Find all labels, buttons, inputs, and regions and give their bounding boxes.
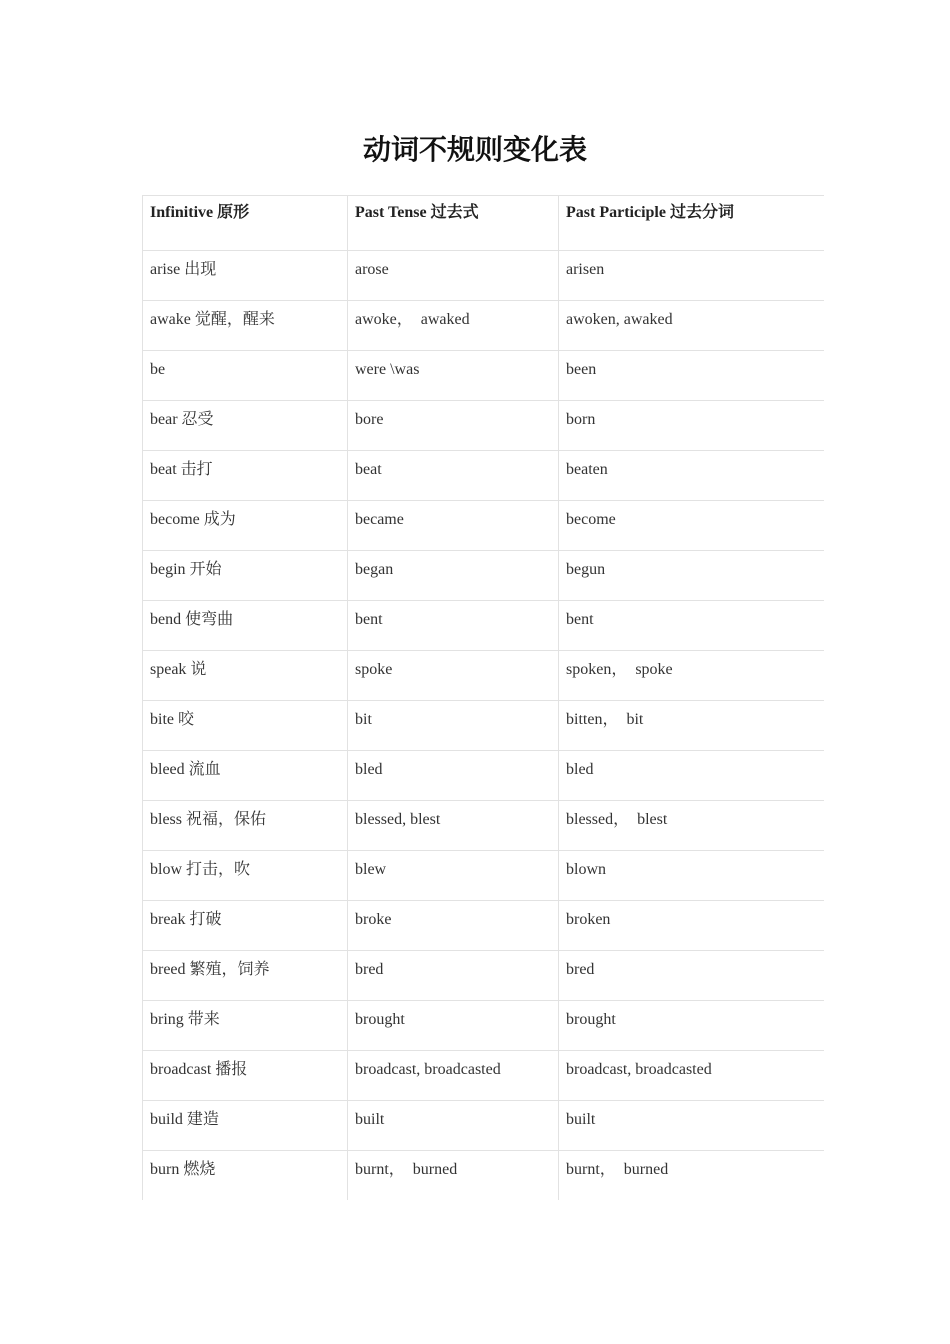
table-row: [142, 1101, 824, 1151]
cell-past-tense: arose: [347, 251, 558, 300]
cell-past-tense: became: [347, 501, 558, 550]
cell-past-tense: bore: [347, 401, 558, 450]
table-row: [142, 651, 824, 701]
cell-infinitive: arise 出现: [142, 251, 347, 300]
cell-past-participle: born: [558, 401, 824, 450]
table-row: [142, 501, 824, 551]
table-row: [142, 401, 824, 451]
table-row: [142, 901, 824, 951]
table-row: [142, 251, 824, 301]
cell-infinitive: burn 燃烧: [142, 1151, 347, 1200]
table-row: [142, 751, 824, 801]
table-row: [142, 351, 824, 401]
table-body: [142, 251, 824, 1200]
cell-infinitive: become 成为: [142, 501, 347, 550]
table-row: [142, 601, 824, 651]
cell-past-participle: bent: [558, 601, 824, 650]
page-title: 动词不规则变化表: [362, 135, 587, 166]
cell-past-tense: broadcast, broadcasted: [347, 1051, 558, 1100]
cell-past-tense: were \was: [347, 351, 558, 400]
header-infinitive: Infinitive 原形: [142, 196, 347, 250]
cell-infinitive: bless 祝福，保佑: [142, 801, 347, 850]
cell-past-participle: bled: [558, 751, 824, 800]
cell-infinitive: blow 打击，吹: [142, 851, 347, 900]
cell-past-participle: broadcast, broadcasted: [558, 1051, 824, 1100]
cell-past-participle: blessed， blest: [558, 801, 824, 850]
cell-past-participle: spoken， spoke: [558, 651, 824, 700]
cell-past-participle: brought: [558, 1001, 824, 1050]
header-past-participle: Past Participle 过去分词: [558, 196, 824, 250]
cell-past-participle: broken: [558, 901, 824, 950]
cell-infinitive: be: [142, 351, 347, 400]
table-row: [142, 551, 824, 601]
cell-infinitive: begin 开始: [142, 551, 347, 600]
cell-infinitive: awake 觉醒，醒来: [142, 301, 347, 350]
cell-past-tense: built: [347, 1101, 558, 1150]
cell-past-tense: awoke， awaked: [347, 301, 558, 350]
cell-past-participle: built: [558, 1101, 824, 1150]
cell-past-tense: bent: [347, 601, 558, 650]
cell-past-tense: blew: [347, 851, 558, 900]
table-row: [142, 851, 824, 901]
cell-infinitive: speak 说: [142, 651, 347, 700]
verb-table: [142, 195, 824, 1200]
cell-past-tense: brought: [347, 1001, 558, 1050]
cell-past-participle: blown: [558, 851, 824, 900]
table-row: [142, 1051, 824, 1101]
table-row: [142, 1151, 824, 1200]
cell-infinitive: breed 繁殖，饲养: [142, 951, 347, 1000]
cell-past-tense: bit: [347, 701, 558, 750]
cell-infinitive: break 打破: [142, 901, 347, 950]
cell-infinitive: broadcast 播报: [142, 1051, 347, 1100]
cell-infinitive: bite 咬: [142, 701, 347, 750]
cell-past-participle: beaten: [558, 451, 824, 500]
cell-infinitive: bring 带来: [142, 1001, 347, 1050]
cell-past-participle: been: [558, 351, 824, 400]
table-row: [142, 1001, 824, 1051]
cell-past-participle: awoken, awaked: [558, 301, 824, 350]
cell-past-tense: broke: [347, 901, 558, 950]
cell-past-tense: bred: [347, 951, 558, 1000]
table-row: [142, 451, 824, 501]
table-row: [142, 701, 824, 751]
cell-past-participle: bred: [558, 951, 824, 1000]
cell-past-participle: bitten， bit: [558, 701, 824, 750]
cell-past-participle: arisen: [558, 251, 824, 300]
cell-past-participle: begun: [558, 551, 824, 600]
table-row: [142, 801, 824, 851]
cell-past-tense: beat: [347, 451, 558, 500]
cell-past-tense: blessed, blest: [347, 801, 558, 850]
cell-past-participle: burnt， burned: [558, 1151, 824, 1200]
table-row: [142, 301, 824, 351]
cell-past-tense: bled: [347, 751, 558, 800]
cell-infinitive: bend 使弯曲: [142, 601, 347, 650]
cell-past-tense: began: [347, 551, 558, 600]
cell-past-tense: spoke: [347, 651, 558, 700]
cell-past-tense: burnt， burned: [347, 1151, 558, 1200]
cell-past-participle: become: [558, 501, 824, 550]
table-row: [142, 951, 824, 1001]
cell-infinitive: beat 击打: [142, 451, 347, 500]
table-header-row: [142, 196, 824, 251]
header-past-tense: Past Tense 过去式: [347, 196, 558, 250]
cell-infinitive: bleed 流血: [142, 751, 347, 800]
cell-infinitive: build 建造: [142, 1101, 347, 1150]
cell-infinitive: bear 忍受: [142, 401, 347, 450]
